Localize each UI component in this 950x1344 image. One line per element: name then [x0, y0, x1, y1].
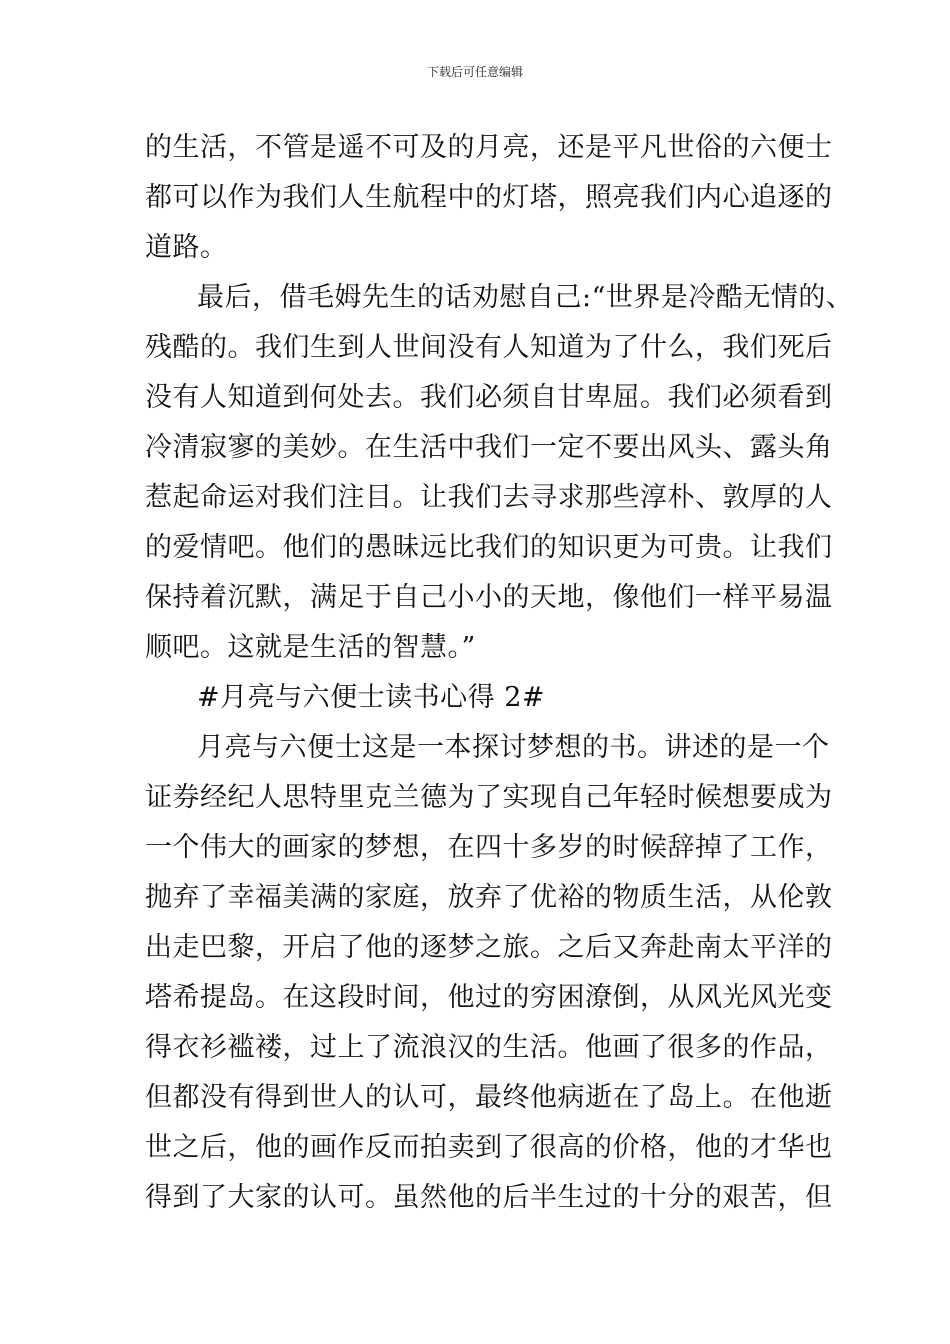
section-heading: #月亮与六便士读书心得 2#: [197, 682, 546, 713]
text-line: 残酷的。我们生到人世间没有人知道为了什么，我们死后: [145, 332, 833, 363]
text-line: 的生活，不管是遥不可及的月亮，还是平凡世俗的六便士: [145, 132, 833, 163]
text-line: 没有人知道到何处去。我们必须自甘卑屈。我们必须看到: [145, 382, 833, 413]
text-line: 得衣衫褴褛，过上了流浪汉的生活。他画了很多的作品，: [145, 1032, 833, 1063]
text-line: 的爱情吧。他们的愚昧远比我们的知识更为可贵。让我们: [145, 532, 833, 563]
text-line: 保持着沉默，满足于自己小小的天地，像他们一样平易温: [145, 582, 833, 613]
text-line: 抛弃了幸福美满的家庭，放弃了优裕的物质生活，从伦敦: [145, 882, 833, 913]
text-line: 但都没有得到世人的认可，最终他病逝在了岛上。在他逝: [145, 1082, 833, 1113]
text-line: 证券经纪人思特里克兰德为了实现自己年轻时候想要成为: [145, 782, 833, 813]
page-header: 下载后可任意编辑: [426, 65, 523, 79]
text-line: 塔希提岛。在这段时间，他过的穷困潦倒，从风光风光变: [145, 982, 833, 1013]
paragraph-first-line: 月亮与六便士这是一本探讨梦想的书。讲述的是一个: [197, 732, 830, 763]
text-line: 得到了大家的认可。虽然他的后半生过的十分的艰苦，但: [145, 1182, 833, 1213]
paragraph-first-line: 最后，借毛姆先生的话劝慰自己:“世界是冷酷无情的、: [197, 282, 854, 313]
text-line: 顺吧。这就是生活的智慧。”: [145, 632, 476, 663]
text-line: 一个伟大的画家的梦想，在四十多岁的时候辞掉了工作，: [145, 832, 833, 863]
text-line: 出走巴黎，开启了他的逐梦之旅。之后又奔赴南太平洋的: [145, 932, 833, 963]
text-line: 都可以作为我们人生航程中的灯塔，照亮我们内心追逐的: [145, 182, 833, 213]
text-line: 世之后，他的画作反而拍卖到了很高的价格，他的才华也: [145, 1132, 833, 1163]
text-line: 道路。: [145, 232, 228, 263]
text-line: 惹起命运对我们注目。让我们去寻求那些淳朴、敦厚的人: [145, 482, 833, 513]
text-line: 冷清寂寥的美妙。在生活中我们一定不要出风头、露头角: [145, 432, 833, 463]
